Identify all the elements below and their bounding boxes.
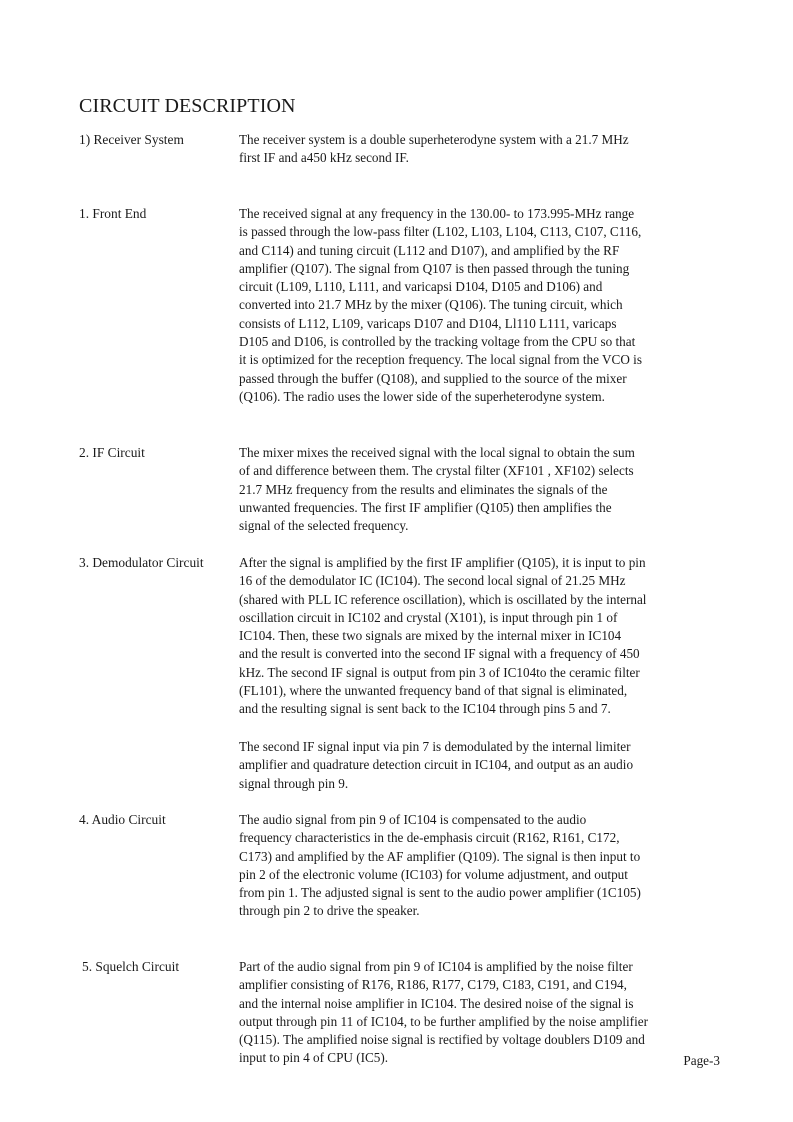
text-line: amplifier consisting of R176, R186, R177, C179, C183, C191, and C194,	[239, 977, 627, 993]
text-line: frequency characteristics in the de-emphasis circuit (R162, R161, C172,	[239, 830, 620, 846]
text-line: Part of the audio signal from pin 9 of IC104 is amplified by the noise filter	[239, 959, 633, 974]
section-body-if-circuit	[239, 444, 709, 535]
text-line: After the signal is amplified by the first IF amplifier (Q105), it is input to pin	[239, 555, 646, 570]
section-body-audio-circuit	[239, 811, 709, 921]
section-label-demodulator-circuit: 3. Demodulator Circuit	[79, 555, 204, 570]
text-line: and the internal noise amplifier in IC104. The desired noise of the signal is	[239, 995, 634, 1011]
section-body-demodulator-circuit	[239, 554, 709, 719]
section-label-if-circuit: 2. IF Circuit	[79, 445, 145, 460]
text-line: The received signal at any frequency in the 130.00- to 173.995-MHz range	[239, 206, 635, 221]
text-line: first IF and a450 kHz second IF.	[239, 150, 409, 166]
text-line: IC104. Then, these two signals are mixed by the internal mixer in IC104	[239, 628, 622, 644]
text-line: unwanted frequencies. The first IF amplifier (Q105) then amplifies the	[239, 499, 612, 515]
text-line: and the result is converted into the second IF signal with a frequency of 450	[239, 646, 640, 662]
section-body-front-end	[239, 205, 709, 406]
text-line: converted into 21.7 MHz by the mixer (Q106). The tuning circuit, which	[239, 297, 623, 313]
text-line: C173) and amplified by the AF amplifier (Q109). The signal is then input to	[239, 848, 641, 864]
page-title: CIRCUIT DESCRIPTION	[79, 95, 296, 117]
text-line: The receiver system is a double superheterodyne system with a 21.7 MHz	[239, 132, 629, 147]
text-line: from pin 1. The adjusted signal is sent to the audio power amplifier (1C105)	[239, 885, 641, 901]
text-line: and C114) and tuning circuit (L112 and D107), and amplified by the RF	[239, 242, 620, 258]
text-line: amplifier (Q107). The signal from Q107 is then passed through the tuning	[239, 260, 630, 276]
text-line: consists of L112, L109, varicaps D107 and D104, Ll110 L111, varicaps	[239, 315, 617, 331]
text-line: kHz. The second IF signal is output from pin 3 of IC104to the ceramic filter	[239, 664, 640, 680]
text-line: (Q106). The radio uses the lower side of the superheterodyne system.	[239, 388, 605, 404]
text-line: oscillation circuit in IC102 and crystal (X101), is input through pin 1 of	[239, 609, 618, 625]
text-line: (shared with PLL IC reference oscillation), which is oscillated by the internal	[239, 591, 647, 607]
section-label-front-end: 1. Front End	[79, 206, 147, 221]
text-line: through pin 2 to drive the speaker.	[239, 903, 420, 919]
section-body-demodulator-circuit-2	[239, 738, 709, 793]
text-line: passed through the buffer (Q108), and supplied to the source of the mixer	[239, 370, 627, 386]
text-line: D105 and D106, is controlled by the tracking voltage from the CPU so that	[239, 334, 636, 350]
section-label-audio-circuit: 4. Audio Circuit	[79, 812, 166, 827]
text-line: The second IF signal input via pin 7 is demodulated by the internal limiter	[239, 739, 631, 754]
page-number: Page-3	[683, 1053, 720, 1068]
text-line: is passed through the low-pass filter (L102, L103, L104, C113, C107, C116,	[239, 224, 642, 240]
text-line: circuit (L109, L110, L111, and varicapsi D104, D105 and D106) and	[239, 279, 603, 295]
text-line: (Q115). The amplified noise signal is rectified by voltage doublers D109 and	[239, 1032, 645, 1048]
section-label-receiver-system: 1) Receiver System	[79, 132, 184, 147]
text-line: it is optimized for the reception frequency. The local signal from the VCO is	[239, 352, 642, 368]
text-line: signal through pin 9.	[239, 775, 349, 791]
text-line: output through pin 11 of IC104, to be further amplified by the noise amplifier	[239, 1013, 648, 1029]
text-line: 21.7 MHz frequency from the results and eliminates the signals of the	[239, 481, 608, 497]
text-line: (FL101), where the unwanted frequency band of that signal is eliminated,	[239, 683, 628, 699]
text-line: pin 2 of the electronic volume (IC103) for volume adjustment, and output	[239, 866, 628, 882]
text-line: The audio signal from pin 9 of IC104 is compensated to the audio	[239, 812, 587, 827]
section-body-squelch-circuit	[239, 958, 709, 1068]
section-label-squelch-circuit: 5. Squelch Circuit	[82, 959, 180, 974]
text-line: amplifier and quadrature detection circuit in IC104, and output as an audio	[239, 757, 634, 773]
text-line: input to pin 4 of CPU (IC5).	[239, 1050, 389, 1066]
text-line: 16 of the demodulator IC (IC104). The second local signal of 21.25 MHz	[239, 573, 626, 589]
text-line: and the resulting signal is sent back to the IC104 through pins 5 and 7.	[239, 701, 611, 717]
text-line: signal of the selected frequency.	[239, 518, 409, 534]
section-body-receiver-system	[239, 131, 709, 168]
text-line: The mixer mixes the received signal with the local signal to obtain the sum	[239, 445, 635, 460]
text-line: of and difference between them. The crystal filter (XF101 , XF102) selects	[239, 463, 634, 479]
